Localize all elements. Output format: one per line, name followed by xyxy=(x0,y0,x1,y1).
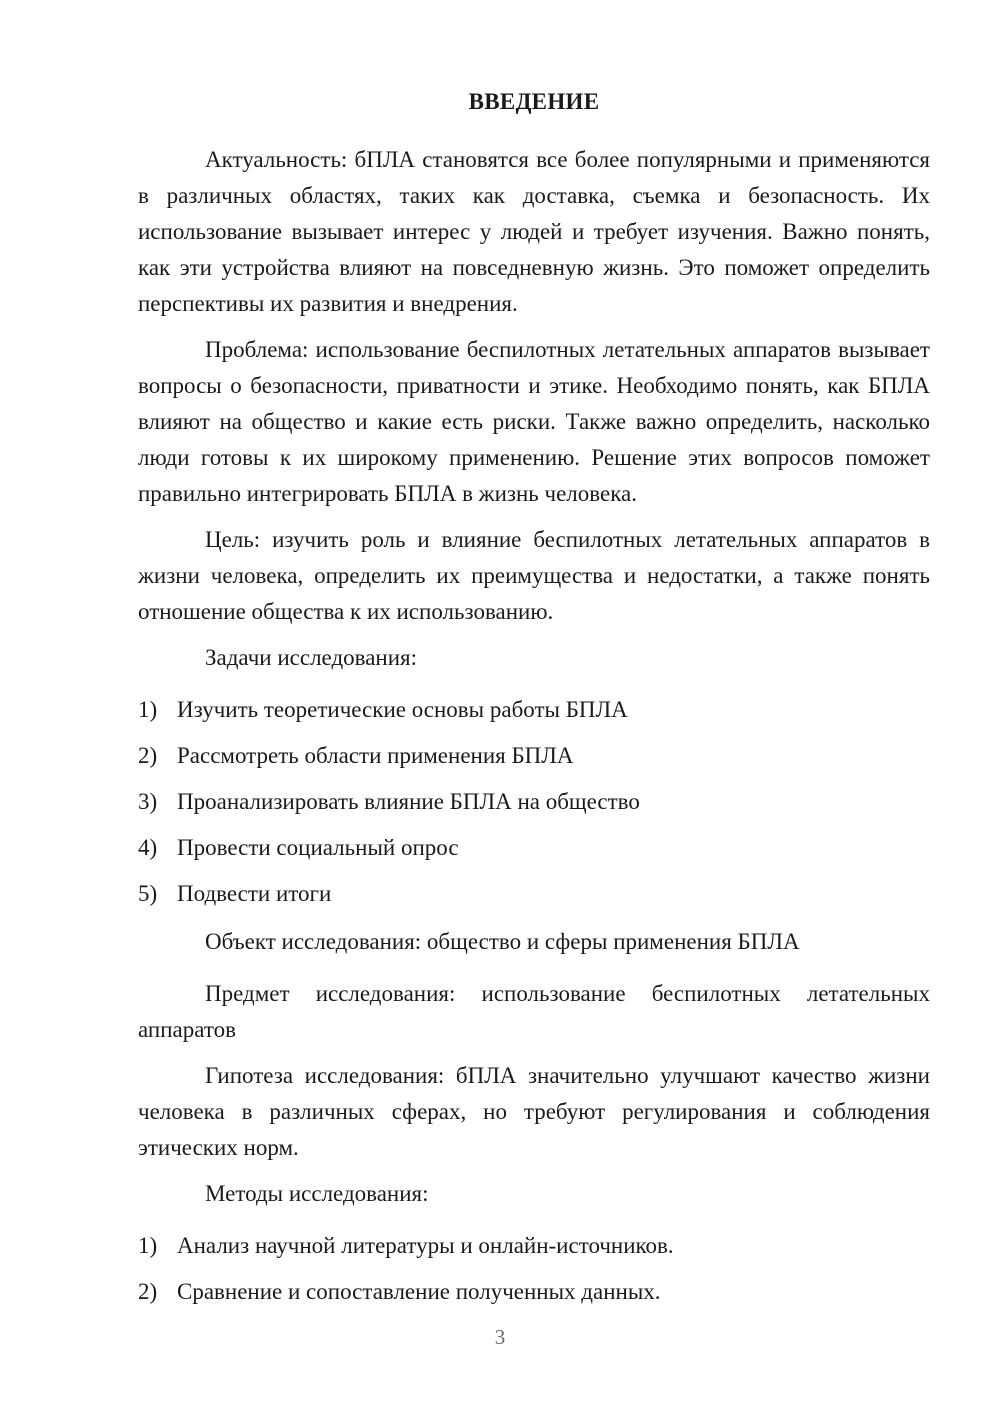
page-number: 3 xyxy=(494,1325,506,1349)
list-item xyxy=(138,830,930,866)
page-content xyxy=(138,88,930,1322)
list-item-marker: 2) xyxy=(138,742,158,768)
paragraph-hypothesis: Гипотеза исследования: бПЛА значительно улучшают качество жизни человека в различных сферах, но требуют регулирования и соблюдения этических норм. xyxy=(138,1062,930,1160)
tasks-heading: Задачи исследования: xyxy=(205,644,418,670)
tasks-list xyxy=(138,692,930,912)
list-item-marker: 1) xyxy=(138,1232,158,1258)
list-item-label: Проанализировать влияние БПЛА на общество xyxy=(177,788,640,814)
paragraph-subject: Предмет исследования: использование беспилотных летательных аппаратов xyxy=(138,980,930,1042)
paragraph-problem: Проблема: использование беспилотных летательных аппаратов вызывает вопросы о безопасности, приватности и этике. Необходимо понять, как БПЛА влияют на общество и какие есть риски. Также важно определить, насколько люди готовы к их широкому применению. Решение этих вопросов поможет правильно интегрировать БПЛА в жизнь человека. xyxy=(138,336,930,506)
list-item-label: Рассмотреть области применения БПЛА xyxy=(177,742,574,768)
paragraph-relevance: Актуальность: бПЛА становятся все более популярными и применяются в различных областях, таких как доставка, съемка и безопасность. Их использование вызывает интерес у людей и требует изучения. Важно понять, как эти устройства влияют на повседневную жизнь. Это поможет определить перспективы их развития и внедрения. xyxy=(138,146,930,316)
list-item-marker: 3) xyxy=(138,788,158,814)
list-item-marker: 4) xyxy=(138,834,158,860)
list-item xyxy=(138,876,930,912)
list-item-label: Анализ научной литературы и онлайн-источников. xyxy=(177,1232,674,1258)
list-item xyxy=(138,1274,930,1310)
list-item-label: Подвести итоги xyxy=(177,880,332,906)
paragraph-object: Объект исследования: общество и сферы применения БПЛА xyxy=(205,928,800,954)
list-item-marker: 5) xyxy=(138,880,158,906)
list-item-marker: 2) xyxy=(138,1278,158,1304)
list-item xyxy=(138,738,930,774)
page-title: ВВЕДЕНИЕ xyxy=(468,89,600,114)
list-item xyxy=(138,1228,930,1264)
methods-heading: Методы исследования: xyxy=(205,1180,429,1206)
list-item-marker: 1) xyxy=(138,696,158,722)
list-item xyxy=(138,692,930,728)
methods-list xyxy=(138,1228,930,1310)
paragraph-goal: Цель: изучить роль и влияние беспилотных летательных аппаратов в жизни человека, определить их преимущества и недостатки, а также понять отношение общества к их использованию. xyxy=(138,526,930,624)
list-item-label: Изучить теоретические основы работы БПЛА xyxy=(177,696,628,722)
list-item-label: Сравнение и сопоставление полученных данных. xyxy=(177,1278,661,1304)
list-item xyxy=(138,784,930,820)
list-item-label: Провести социальный опрос xyxy=(177,834,459,860)
